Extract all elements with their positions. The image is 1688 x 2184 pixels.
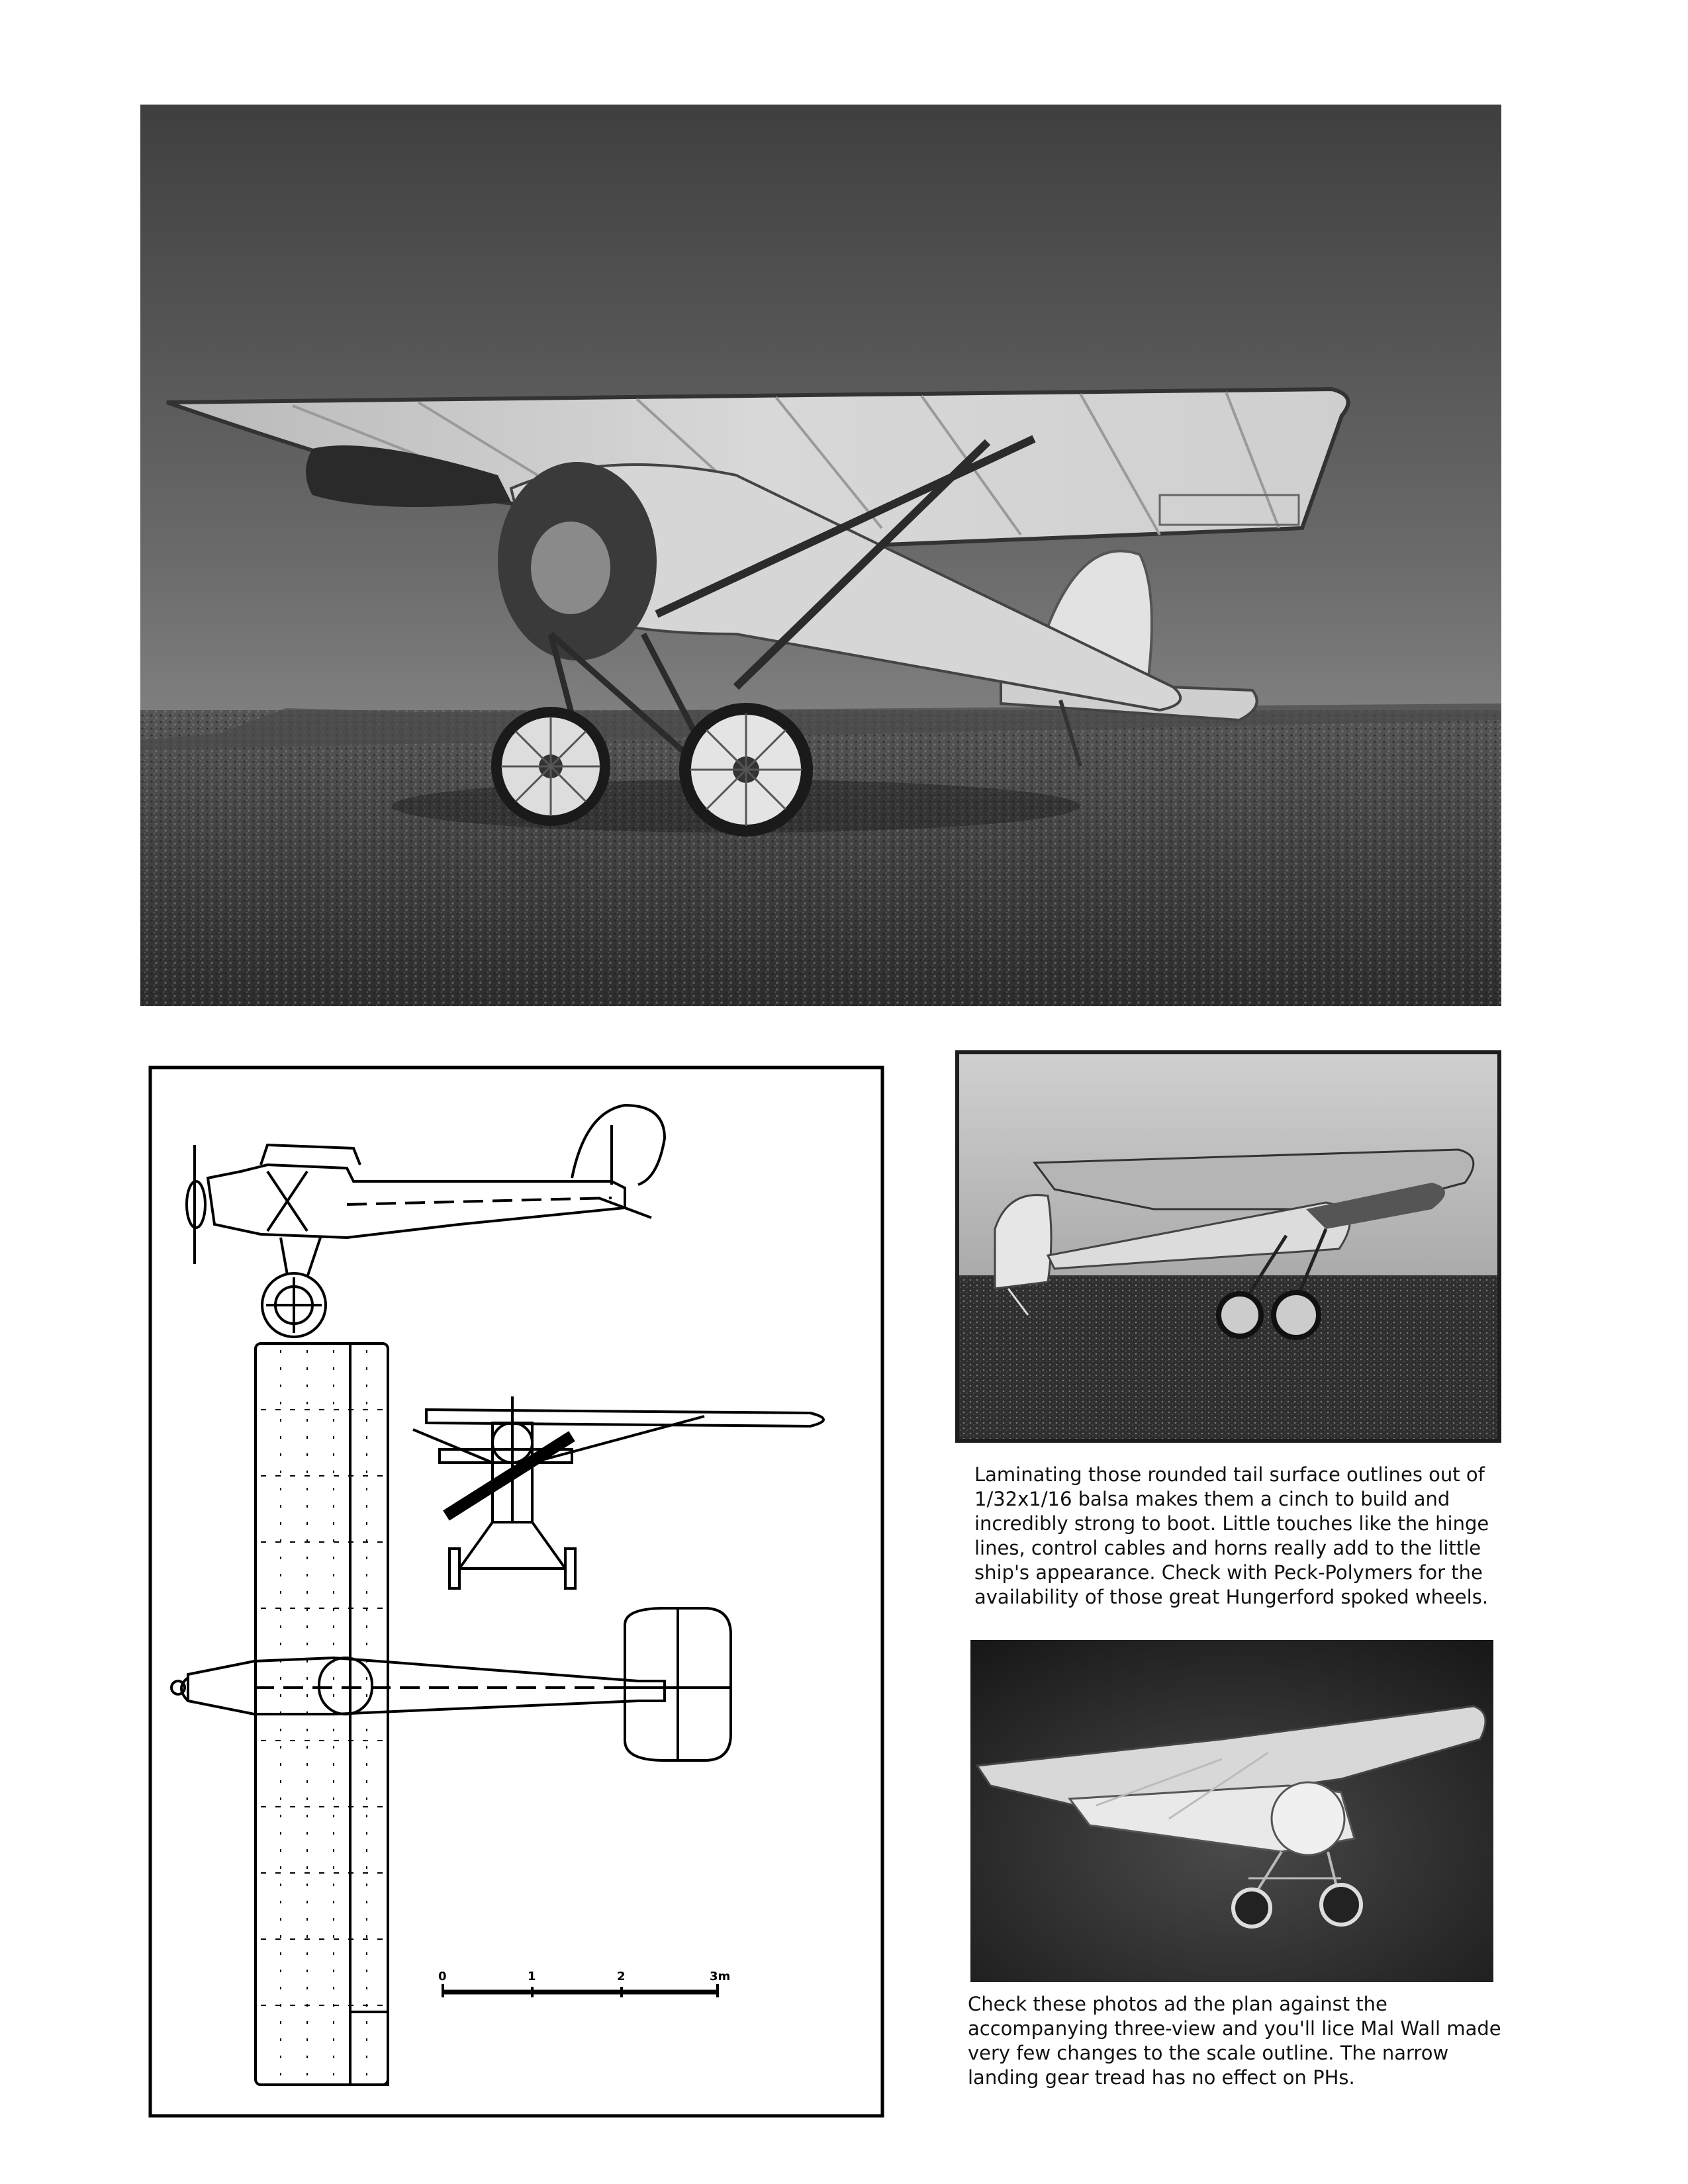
- model-rear-view-image: [955, 1050, 1501, 1443]
- lower-photo-caption: Check these photos ad the plan against the accompanying three-view and you'll lice Mal Wall made very few changes to the scale outline. The narrow landing gear tread has no effect on PHs.: [968, 1993, 1501, 2089]
- scale-tick-label: 3m: [710, 1970, 731, 1983]
- hero-photo: [140, 105, 1501, 1006]
- upper-photo-caption: Laminating those rounded tail surface outlines out of 1/32x1/16 balsa makes them a cinch to build and incredibly strong to boot. Little touches like the hinge lines, control cables and horns really add to the little ship's appearance. Check with Peck-Polymers for the availability of those great Hungerford spoked wheels.: [974, 1463, 1489, 1608]
- hero-photo-image: [140, 105, 1501, 1006]
- model-rear-view-photo: [955, 1050, 1501, 1443]
- model-front-view-photo: [970, 1640, 1493, 1982]
- scale-tick-label: 2: [617, 1970, 626, 1983]
- scale-tick-label: 0: [438, 1970, 447, 1983]
- three-view-drawing-image: [148, 1066, 884, 2118]
- model-front-view-image: [970, 1640, 1493, 1982]
- scale-tick-label: 1: [528, 1970, 536, 1983]
- three-view-drawing: [148, 1066, 884, 2118]
